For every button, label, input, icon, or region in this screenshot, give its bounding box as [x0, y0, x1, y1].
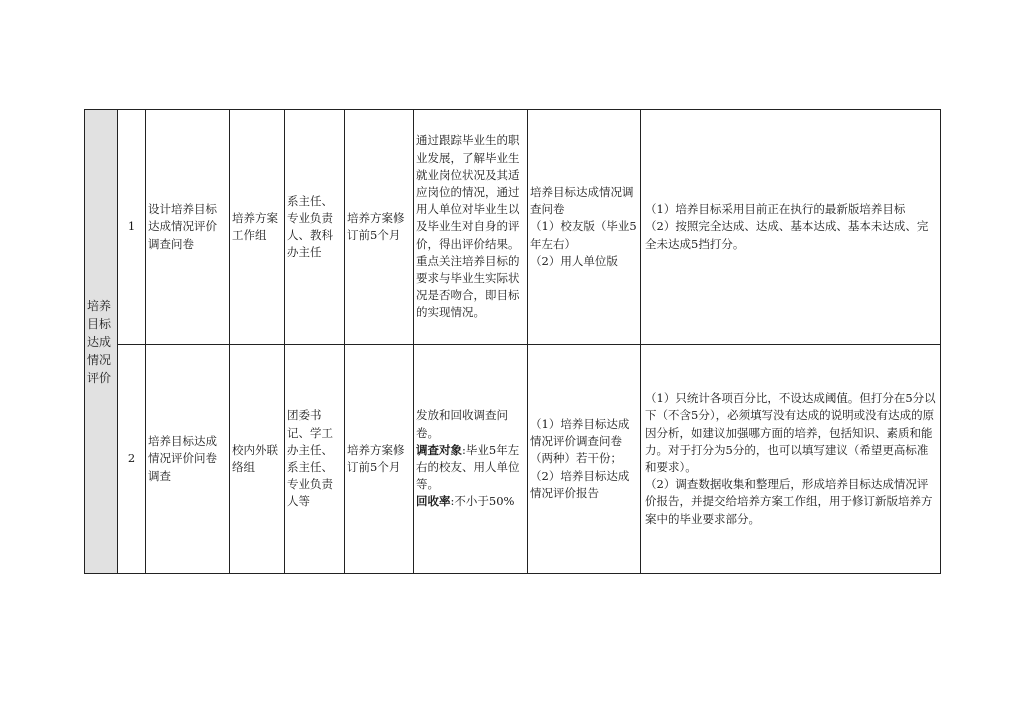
notes-line: （1）只统计各项百分比，不设达成阈值。但打分在5分以下（不含5分），必须填写没有达成的说明或没有达成的原因分析，如建议加强哪方面的培养，包括知识、素质和能力。对于打分为5分的，也可以填写建议（希望更高标准和要求）。 — [645, 391, 936, 474]
team-cell: 培养方案工作组 — [230, 110, 285, 345]
staff-cell: 团委书记、学工办主任、系主任、专业负责人等 — [285, 345, 345, 574]
row-number: 2 — [118, 345, 146, 574]
section-label-cell — [85, 110, 118, 574]
output-line: （1）校友版（毕业5年左右） — [530, 219, 637, 251]
output-cell — [528, 345, 641, 574]
notes-line: （2）调查数据收集和整理后，形成培养目标达成情况评价报告，并提交给培养方案工作组，用于修订新版培养方案中的毕业要求部分。 — [645, 477, 933, 526]
method-cell: 通过跟踪毕业生的职业发展，了解毕业生就业岗位状况及其适应岗位的情况，通过用人单位对毕业生以及毕业生对自身的评价，得出评价结果。重点关注培养目标的要求与毕业生实际状况是否吻合，即目标的实现情况。 — [414, 110, 528, 345]
row-number: 1 — [118, 110, 146, 345]
method-label: 调查对象 — [416, 442, 462, 457]
time-cell: 培养方案修订前5个月 — [345, 110, 414, 345]
output-line: （2）用人单位版 — [530, 253, 618, 268]
notes-line: （1）培养目标采用目前正在执行的最新版培养目标 — [645, 202, 906, 217]
task-cell: 培养目标达成情况评价问卷调查 — [146, 345, 230, 574]
method-cell — [414, 345, 528, 574]
output-line: （2）培养目标达成情况评价报告 — [530, 468, 630, 500]
notes-cell — [641, 110, 941, 345]
table-row — [85, 345, 941, 574]
team-cell: 校内外联络组 — [230, 345, 285, 574]
method-text: :不小于50% — [450, 494, 515, 509]
task-cell: 设计培养目标达成情况评价调查问卷 — [146, 110, 230, 345]
notes-cell — [641, 345, 941, 574]
method-text: :毕业5年左右的校友、用人单位等。 — [416, 442, 520, 492]
section-label: 培养目标达成情况评价 — [87, 298, 112, 385]
time-cell: 培养方案修订前5个月 — [345, 345, 414, 574]
method-label: 回收率 — [416, 494, 451, 509]
staff-cell: 系主任、专业负责人、教科办主任 — [285, 110, 345, 345]
table-row — [85, 110, 941, 345]
output-cell — [528, 110, 641, 345]
notes-line: （2）按照完全达成、达成、基本达成、基本未达成、完全未达成5挡打分。 — [645, 219, 929, 251]
method-line: 发放和回收调查问卷。 — [416, 408, 508, 440]
method-line — [416, 493, 525, 510]
evaluation-table — [84, 109, 941, 574]
method-line — [416, 442, 525, 494]
output-line: 培养目标达成情况调查问卷 — [530, 184, 634, 217]
output-line: （1）培养目标达成情况评价调查问卷（两种）若干份； — [530, 416, 630, 466]
